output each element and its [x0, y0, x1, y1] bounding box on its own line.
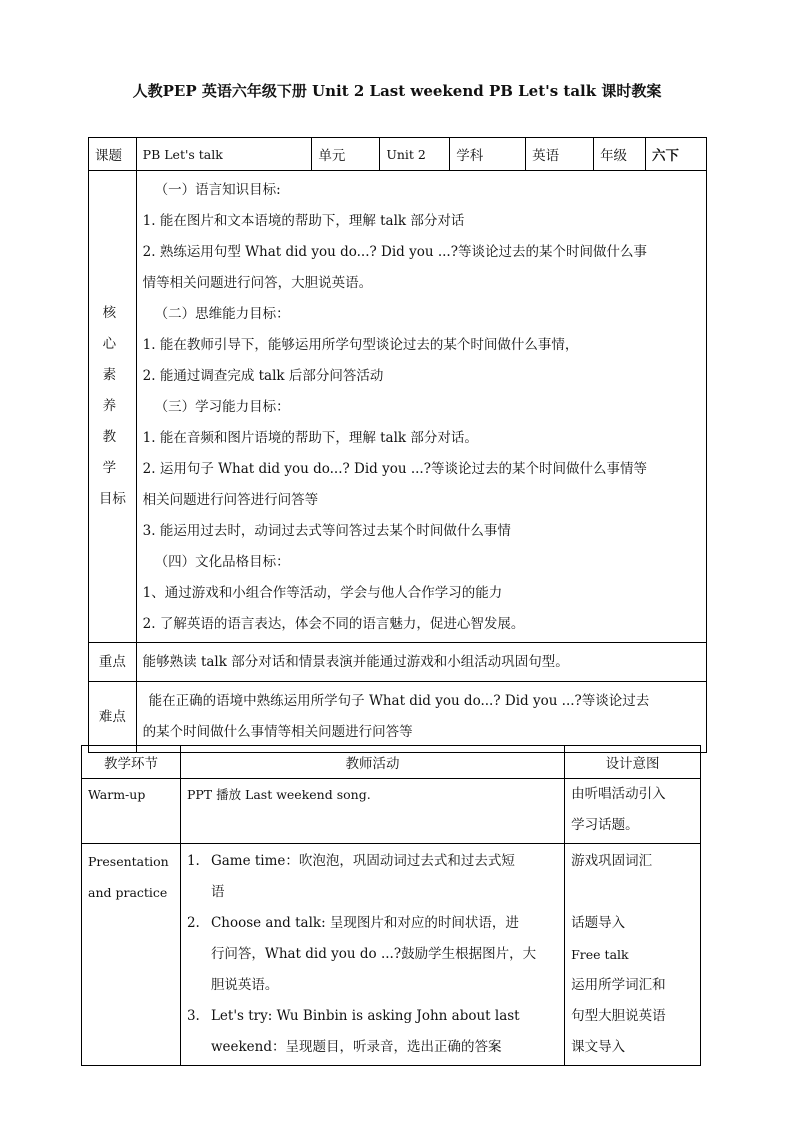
objective-heading: （一）语言知识目标:	[154, 182, 281, 198]
difficult-point-line: 的某个时间做什么事情等相关问题进行问答等	[142, 724, 413, 740]
objective-line: 相关问题进行问答进行问答等	[142, 492, 319, 508]
objective-line: 2. 运用句子 What did you do...? Did you ...?等谈论过去的某个时间做什么事情等	[142, 461, 647, 477]
activity-header: 教师活动	[180, 746, 564, 779]
intent-line: 游戏巩固词汇	[571, 853, 653, 869]
core-objectives-label	[89, 171, 137, 643]
subject-value: 英语	[526, 138, 594, 171]
difficult-point-label: 难点	[89, 682, 137, 753]
core-label-line: 核 心	[102, 305, 123, 352]
topic-value: PB Let's talk	[136, 138, 312, 171]
step-number: 2.	[186, 915, 200, 931]
intent-header: 设计意图	[565, 746, 701, 779]
intent-line: 句型大胆说英语	[571, 1008, 666, 1024]
teaching-process-table	[81, 745, 701, 1066]
grade-label: 年级	[594, 138, 646, 171]
core-label-line: 教 学	[102, 429, 123, 476]
objective-line: 2. 能通过调查完成 talk 后部分问答活动	[142, 368, 384, 384]
warmup-activity	[180, 779, 564, 844]
intent-line	[571, 877, 700, 908]
objective-line: 1. 能在音频和图片语境的帮助下，理解 talk 部分对话。	[142, 430, 478, 446]
activity-step	[187, 846, 558, 908]
activity-step	[187, 1001, 558, 1063]
activity-line: PPT 播放 Last weekend song.	[186, 787, 371, 802]
subject-label: 学科	[450, 138, 526, 171]
document-title: 人教PEP 英语六年级下册 Unit 2 Last weekend PB Let's talk 课时教案	[132, 82, 662, 100]
objective-heading: （二）思维能力目标：	[154, 306, 290, 322]
key-point-text	[136, 643, 706, 682]
step-line: 语	[210, 884, 225, 900]
objective-line: 情等相关问题进行问答，大胆说英语。	[142, 275, 373, 291]
core-label-line: 目标	[98, 491, 126, 507]
step-line: 胆说英语。	[210, 977, 279, 993]
activity-step	[187, 908, 558, 1001]
grade-value: 六下	[646, 138, 707, 171]
intent-line: Free talk	[571, 947, 629, 962]
stage-line: and practice	[88, 885, 168, 900]
step-number: 3.	[186, 1008, 200, 1024]
step-line: 行问答，What did you do ...?鼓励学生根据图片，大	[210, 946, 537, 962]
step-line: Let's try: Wu Binbin is asking John about last	[210, 1008, 520, 1024]
intent-line: 运用所学词汇和	[571, 977, 666, 993]
unit-value: Unit 2	[380, 138, 450, 171]
key-point-line: 能够熟读 talk 部分对话和情景表演并能通过游戏和小组活动巩固句型。	[142, 653, 569, 670]
key-point-label: 重点	[89, 643, 137, 682]
objective-heading: （三）学习能力目标：	[154, 399, 290, 415]
stage-header: 教学环节	[82, 746, 181, 779]
objective-line: 1. 能在图片和文本语境的帮助下，理解 talk 部分对话	[142, 213, 465, 229]
warmup-stage	[82, 779, 181, 844]
objective-line: 2. 熟练运用句型 What did you do...? Did you ...?等谈论过去的某个时间做什么事	[142, 244, 647, 260]
lesson-info-table	[88, 137, 707, 753]
stage-line: Warm-up	[88, 787, 146, 802]
presentation-activity	[180, 844, 564, 1066]
objective-line: 1、通过游戏和小组合作等活动，学会与他人合作学习的能力	[142, 585, 503, 601]
step-line: Choose and talk: 呈现图片和对应的时间状语，进	[210, 915, 519, 931]
intent-line: 由听唱活动引入	[571, 786, 666, 802]
intent-line: 学习话题。	[571, 817, 639, 833]
step-line: weekend：呈现题目，听录音，选出正确的答案	[210, 1039, 502, 1055]
intent-line: 课文导入	[571, 1039, 626, 1055]
intent-line: 话题导入	[571, 915, 626, 931]
step-line: Game time：吹泡泡，巩固动词过去式和过去式短	[210, 853, 515, 869]
objective-line: 1. 能在教师引导下，能够运用所学句型谈论过去的某个时间做什么事情，	[142, 337, 579, 353]
activity-steps	[187, 846, 558, 1063]
warmup-intent	[565, 779, 701, 844]
objective-line: 3. 能运用过去时，动词过去式等问答过去某个时间做什么事情	[142, 523, 511, 539]
unit-label: 单元	[312, 138, 380, 171]
step-number: 1.	[186, 853, 200, 869]
stage-line: Presentation	[88, 854, 169, 869]
presentation-stage	[82, 844, 181, 1066]
difficult-point-text	[136, 682, 706, 753]
core-objectives-content	[136, 171, 706, 643]
objective-heading: （四）文化品格目标：	[154, 554, 290, 570]
presentation-intent	[565, 844, 701, 1066]
objective-line: 2. 了解英语的语言表达，体会不同的语言魅力，促进心智发展。	[142, 616, 525, 632]
topic-label: 课题	[89, 138, 137, 171]
difficult-point-line: 能在正确的语境中熟练运用所学句子 What did you do...? Did you ...?等谈论过去	[148, 693, 650, 709]
core-label-line: 素 养	[102, 367, 123, 414]
